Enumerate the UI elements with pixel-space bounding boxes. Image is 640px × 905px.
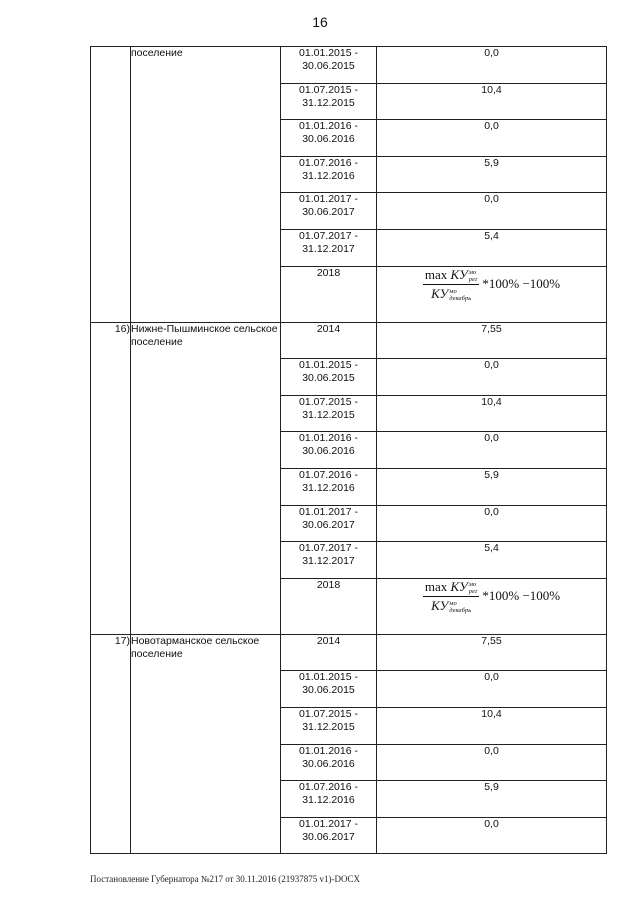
period-cell [281, 542, 377, 579]
formula-sup: мо [449, 599, 457, 607]
value-cell: 0,0 [377, 817, 607, 854]
period-line: 31.12.2016 [302, 169, 355, 182]
value-cell: 0,0 [377, 47, 607, 84]
period-cell [281, 229, 377, 266]
period-line: 01.01.2017 - [299, 817, 358, 830]
value-cell: 5,9 [377, 156, 607, 193]
value-cell: 7,55 [377, 634, 607, 671]
value-cell: 5,4 [377, 542, 607, 579]
row-number: 17) [91, 634, 131, 854]
value-cell: 0,0 [377, 193, 607, 230]
period-line: 01.01.2017 - [299, 193, 358, 206]
value-cell: 10,4 [377, 83, 607, 120]
period-line: 30.06.2017 [302, 206, 355, 219]
period-line: 01.01.2015 - [299, 359, 358, 372]
page-number: 16 [312, 14, 328, 30]
period-cell [281, 359, 377, 396]
formula-sub: декабрь [449, 294, 472, 302]
period-line: 30.06.2017 [302, 830, 355, 843]
period-line: 30.06.2016 [302, 757, 355, 770]
formula-sub: декабрь [449, 606, 472, 614]
period-line: 30.06.2017 [302, 518, 355, 531]
period-line: 01.01.2015 - [299, 47, 358, 59]
period-line: 30.06.2016 [302, 133, 355, 146]
period-cell [281, 671, 377, 708]
year-cell: 2014 [281, 634, 377, 671]
period-line: 31.12.2017 [302, 242, 355, 255]
formula-tail: *100% −100% [482, 276, 561, 292]
formula-denominator [431, 285, 471, 302]
municipality-name: Нижне-Пышминское сельское поселение [131, 322, 281, 634]
formula-ku: КУ [450, 578, 468, 594]
period-cell [281, 505, 377, 542]
formula-cell [377, 266, 607, 322]
row-number [91, 47, 131, 323]
formula-numerator [423, 267, 480, 285]
formula-fraction [423, 267, 480, 302]
period-line: 01.01.2017 - [299, 505, 358, 518]
period-line: 30.06.2015 [302, 684, 355, 697]
year-cell: 2018 [281, 578, 377, 634]
value-cell: 0,0 [377, 744, 607, 781]
index-formula [377, 267, 606, 302]
formula-ku: КУ [450, 266, 468, 282]
footer-document-id: Постановление Губернатора №217 от 30.11.2016 (21937875 v1)-DOCX [90, 874, 360, 884]
formula-fraction [423, 579, 480, 614]
period-line: 01.07.2015 - [299, 83, 358, 96]
formula-sup: мо [468, 580, 477, 588]
period-line: 31.12.2016 [302, 481, 355, 494]
formula-scripts [449, 600, 471, 614]
formula-ku: КУ [431, 597, 449, 613]
formula-ku: КУ [431, 285, 449, 301]
period-cell [281, 744, 377, 781]
index-formula [377, 579, 606, 614]
formula-sup: мо [468, 268, 477, 276]
period-cell [281, 817, 377, 854]
formula-denominator [431, 597, 471, 614]
period-line: 31.12.2015 [302, 408, 355, 421]
period-line: 01.01.2015 - [299, 671, 358, 684]
period-line: 01.07.2015 - [299, 395, 358, 408]
period-cell [281, 120, 377, 157]
period-line: 01.07.2016 - [299, 468, 358, 481]
period-line: 31.12.2015 [302, 96, 355, 109]
value-cell: 0,0 [377, 671, 607, 708]
period-line: 01.01.2016 - [299, 120, 358, 133]
value-cell: 0,0 [377, 432, 607, 469]
value-cell: 5,9 [377, 781, 607, 818]
period-line: 01.07.2017 - [299, 229, 358, 242]
period-line: 01.01.2016 - [299, 744, 358, 757]
period-cell [281, 193, 377, 230]
year-cell: 2014 [281, 322, 377, 359]
formula-scripts [469, 269, 478, 283]
period-line: 01.07.2016 - [299, 156, 358, 169]
value-cell: 5,4 [377, 229, 607, 266]
period-cell [281, 47, 377, 84]
table-row [91, 322, 607, 359]
period-line: 31.12.2016 [302, 794, 355, 807]
formula-tail: *100% −100% [482, 588, 561, 604]
year-cell: 2018 [281, 266, 377, 322]
period-line: 01.01.2016 - [299, 432, 358, 445]
formula-scripts [469, 581, 478, 595]
period-line: 30.06.2015 [302, 60, 355, 72]
value-cell: 0,0 [377, 120, 607, 157]
period-line: 30.06.2016 [302, 445, 355, 458]
period-line: 01.07.2015 - [299, 707, 358, 720]
value-cell: 10,4 [377, 395, 607, 432]
formula-sub: рег [468, 587, 478, 595]
formula-numerator [423, 579, 480, 597]
formula-cell [377, 578, 607, 634]
formula-max: max [424, 578, 448, 594]
table-row [91, 47, 607, 84]
formula-scripts [449, 288, 471, 302]
formula-sub: рег [468, 275, 478, 283]
table-row [91, 634, 607, 671]
formula-max: max [424, 266, 448, 282]
row-number: 16) [91, 322, 131, 634]
period-cell [281, 395, 377, 432]
formula-sup: мо [449, 287, 457, 295]
period-line: 31.12.2015 [302, 720, 355, 733]
municipality-name: Новотарманское сельское поселение [131, 634, 281, 854]
value-cell: 0,0 [377, 359, 607, 396]
value-cell: 7,55 [377, 322, 607, 359]
municipality-name: поселение [131, 47, 281, 323]
value-cell: 0,0 [377, 505, 607, 542]
period-cell [281, 83, 377, 120]
period-line: 01.07.2017 - [299, 542, 358, 555]
value-cell: 10,4 [377, 707, 607, 744]
period-cell [281, 432, 377, 469]
period-cell [281, 468, 377, 505]
value-cell: 5,9 [377, 468, 607, 505]
period-cell [281, 156, 377, 193]
period-cell [281, 781, 377, 818]
period-cell [281, 707, 377, 744]
period-line: 01.07.2016 - [299, 781, 358, 794]
tariff-table [90, 46, 607, 854]
period-line: 31.12.2017 [302, 555, 355, 568]
period-line: 30.06.2015 [302, 372, 355, 385]
